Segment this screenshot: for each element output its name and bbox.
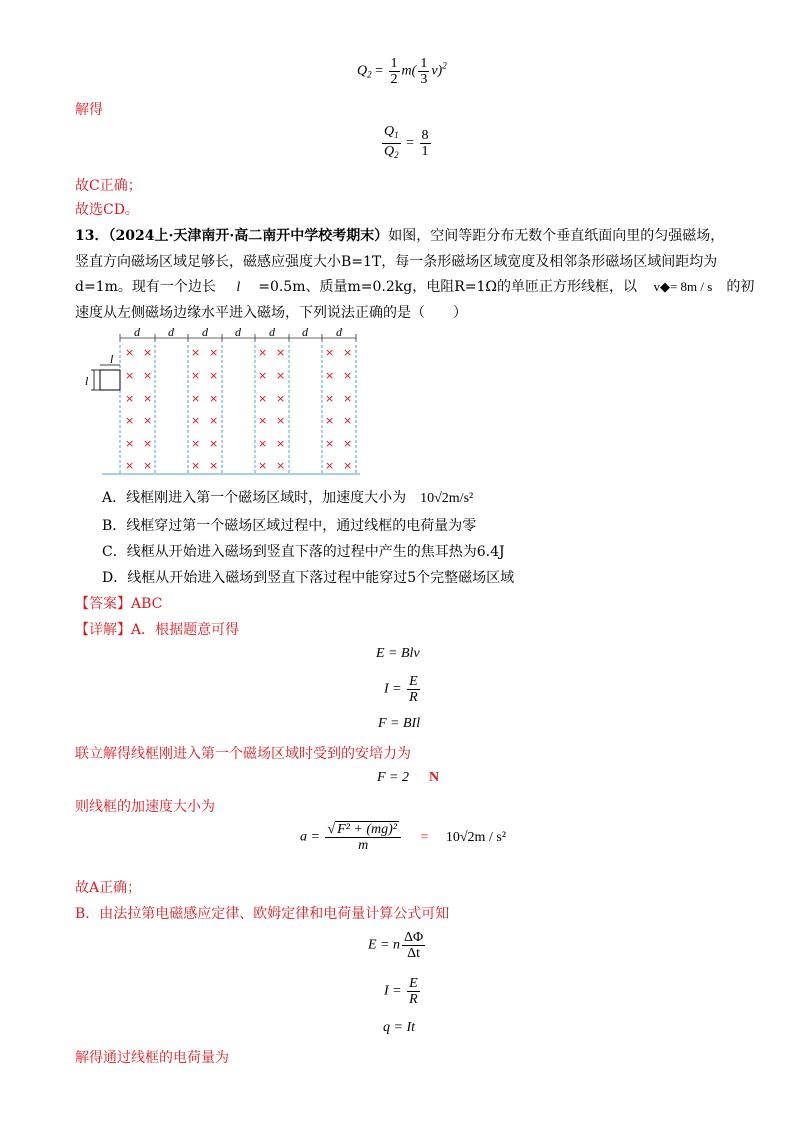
question-13-line2: 竖直方向磁场区域足够长，磁感应强度大小B=1T，每一条形磁场区域宽度及相邻条形磁场区域间距均为	[75, 254, 718, 270]
equation-acceleration: a = $\frac{\text{√ F² + (mg)²}}{m}$ = 10√2m / s²	[300, 822, 506, 853]
field-cross: ×	[343, 437, 353, 450]
question-13-line1: 13．（2024上·天津南开·高二南开中学校考期末）如图，空间等距分布无数个垂直纸面向里的匀强磁场，	[75, 228, 725, 244]
field-cross: ×	[143, 459, 153, 472]
field-cross: ×	[258, 414, 268, 427]
field-cross: ×	[325, 369, 335, 382]
option-a: A．线框刚进入第一个磁场区域时，加速度大小为 10√2m/s²	[102, 490, 474, 506]
equation-charge: q = It	[383, 1020, 415, 1035]
field-cross: ×	[125, 346, 135, 359]
field-cross: ×	[191, 392, 201, 405]
field-cross: ×	[209, 437, 219, 450]
option-c: C．线框从开始进入磁场到竖直下落的过程中产生的焦耳热为6.4J	[102, 544, 505, 560]
d-label: d	[134, 325, 140, 339]
field-cross: ×	[343, 459, 353, 472]
equation-faraday: E = n $\frac{\Delta\Phi}{\Delta t}$	[368, 930, 424, 961]
d-labels	[134, 325, 343, 339]
field-cross: ×	[209, 369, 219, 382]
field-cross: ×	[276, 369, 286, 382]
field-cross: ×	[258, 392, 268, 405]
d-label: d	[168, 325, 174, 339]
field-cross: ×	[276, 459, 286, 472]
field-cross: ×	[258, 459, 268, 472]
b-explanation: B．由法拉第电磁感应定律、欧姆定律和电荷量计算公式可知	[75, 906, 450, 922]
detail-heading: 【详解】A．根据题意可得	[75, 622, 240, 638]
field-cross: ×	[325, 437, 335, 450]
field-cross: ×	[276, 414, 286, 427]
field-cross: ×	[258, 346, 268, 359]
field-cross: ×	[125, 369, 135, 382]
answer: 【答案】ABC	[75, 596, 163, 612]
field-cross: ×	[191, 414, 201, 427]
field-cross: ×	[191, 437, 201, 450]
field-cross: ×	[143, 369, 153, 382]
field-cross: ×	[325, 459, 335, 472]
equation-force-value: F = 2 N	[377, 770, 440, 785]
a-correct: 故A正确；	[75, 880, 142, 896]
c-correct: 故C正确；	[75, 178, 142, 194]
magnetic-field-figure	[82, 325, 372, 477]
field-cross: ×	[276, 437, 286, 450]
option-b: B．线框穿过第一个磁场区域过程中，通过线框的电荷量为零	[102, 518, 477, 534]
option-d: D．线框从开始进入磁场到竖直下落过程中能穿过5个完整磁场区域	[102, 570, 515, 586]
field-cross: ×	[343, 346, 353, 359]
choose-cd: 故选CD。	[75, 202, 139, 218]
field-cross: ×	[276, 392, 286, 405]
accel-text: 则线框的加速度大小为	[75, 799, 215, 815]
d-label: d	[202, 325, 208, 339]
d-label: d	[336, 325, 342, 339]
question-13-line3: d=1m。现有一个边长 l =0.5m、质量m=0.2kg，电阻R=1Ω的单匝正方形线框，以 v◆= 8m / s 的初	[75, 279, 755, 295]
field-cross: ×	[343, 369, 353, 382]
field-cross: ×	[209, 346, 219, 359]
equation-current: I = $\frac{E}{R}$	[384, 674, 418, 705]
field-cross: ×	[191, 369, 201, 382]
field-cross: ×	[276, 346, 286, 359]
field-cross: ×	[258, 369, 268, 382]
l-label-top: l	[110, 352, 114, 366]
l-label-side: l	[85, 374, 89, 388]
equation-ratio: $\frac{Q_1}{Q_2}$ = $\frac{8}{1}$	[384, 124, 429, 160]
field-cross: ×	[125, 459, 135, 472]
square-frame	[100, 370, 120, 390]
field-cross: ×	[343, 414, 353, 427]
field-cross: ×	[143, 414, 153, 427]
field-cross: ×	[143, 437, 153, 450]
field-cross: ×	[325, 346, 335, 359]
equation-emf: E = Blv	[376, 646, 420, 661]
equation-ohm: I = $\frac{E}{R}$	[384, 976, 418, 1007]
d-label: d	[302, 325, 308, 339]
field-cross: ×	[143, 392, 153, 405]
field-cross: ×	[191, 459, 201, 472]
equation-force: F = BIl	[378, 716, 421, 731]
question-13-line4: 速度从左侧磁场边缘水平进入磁场，下列说法正确的是（ ）	[75, 305, 467, 321]
solve-charge-text: 解得通过线框的电荷量为	[75, 1050, 229, 1066]
field-cross: ×	[343, 392, 353, 405]
d-label: d	[269, 325, 275, 339]
field-cross: ×	[191, 346, 201, 359]
field-cross: ×	[209, 459, 219, 472]
solve-label: 解得	[75, 102, 103, 118]
field-cross: ×	[209, 414, 219, 427]
field-cross: ×	[209, 392, 219, 405]
field-cross: ×	[143, 346, 153, 359]
field-cross: ×	[325, 414, 335, 427]
field-cross: ×	[125, 392, 135, 405]
force-text: 联立解得线框刚进入第一个磁场区域时受到的安培力为	[75, 746, 411, 762]
equation-q2: $Q_2$ = $\frac{1}{2}$ m( $\frac{1}{3}$ v)$^2$	[357, 56, 447, 87]
field-cross: ×	[125, 414, 135, 427]
field-cross: ×	[325, 392, 335, 405]
field-cross: ×	[258, 437, 268, 450]
field-cross: ×	[125, 437, 135, 450]
d-label: d	[235, 325, 241, 339]
